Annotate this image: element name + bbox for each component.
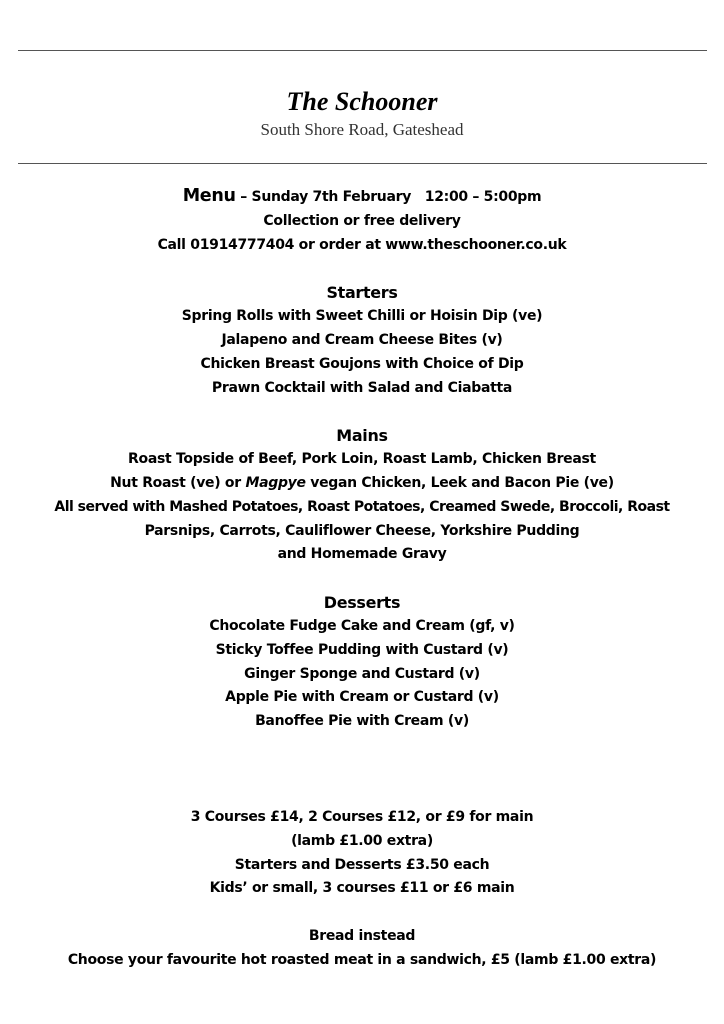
starters-heading: Starters bbox=[326, 283, 398, 303]
price-line: (lamb £1.00 extra) bbox=[291, 832, 433, 849]
dessert-item: Chocolate Fudge Cake and Cream (gf, v) bbox=[209, 617, 515, 634]
top-divider bbox=[18, 50, 707, 51]
starter-item: Spring Rolls with Sweet Chilli or Hoisin Dip (ve) bbox=[181, 308, 543, 325]
main-item-text: vegan Chicken, Leek and Bacon Pie (ve) bbox=[305, 474, 614, 491]
starter-item: Prawn Cocktail with Salad and Ciabatta bbox=[211, 379, 513, 396]
mains-sides-text: All served with Mashed Potatoes, Roast Potatoes, Creamed Swede, Broccoli, Roast bbox=[54, 498, 670, 515]
mains-sides-text: Parsnips, Carrots, Cauliflower Cheese, Yorkshire Pudding bbox=[144, 522, 580, 539]
collection-line: Collection or free delivery bbox=[263, 212, 461, 229]
bread-line: Choose your favourite hot roasted meat in a sandwich, £5 (lamb £1.00 extra) bbox=[67, 951, 657, 968]
desserts-heading: Desserts bbox=[323, 593, 401, 613]
price-line: Kids’ or small, 3 courses £11 or £6 main bbox=[209, 880, 515, 897]
mains-sides-text: and Homemade Gravy bbox=[277, 546, 447, 563]
main-item bbox=[0, 472, 724, 496]
starter-item: Jalapeno and Cream Cheese Bites (v) bbox=[221, 331, 503, 348]
main-item-text: Nut Roast (ve) or bbox=[110, 474, 246, 491]
price-line: Starters and Desserts £3.50 each bbox=[234, 856, 490, 873]
menu-label: Menu bbox=[182, 186, 236, 206]
menu-date-line bbox=[0, 185, 724, 210]
header-divider bbox=[18, 163, 707, 164]
dessert-item: Apple Pie with Cream or Custard (v) bbox=[225, 689, 499, 706]
venue-address: South Shore Road, Gateshead bbox=[260, 120, 464, 139]
bread-heading: Bread instead bbox=[308, 928, 416, 945]
contact-line: Call 01914777404 or order at www.theschooner.co.uk bbox=[157, 236, 567, 253]
venue-name: The Schooner bbox=[286, 87, 438, 116]
dessert-item: Sticky Toffee Pudding with Custard (v) bbox=[215, 641, 509, 658]
starter-item: Chicken Breast Goujons with Choice of Dip bbox=[200, 355, 524, 372]
menu-content bbox=[0, 185, 724, 973]
dessert-item: Banoffee Pie with Cream (v) bbox=[255, 713, 469, 730]
magpye-brand: Magpye bbox=[245, 474, 306, 491]
menu-date-time: – Sunday 7th February 12:00 – 5:00pm bbox=[235, 189, 542, 205]
dessert-item: Ginger Sponge and Custard (v) bbox=[244, 665, 480, 682]
main-item: Roast Topside of Beef, Pork Loin, Roast Lamb, Chicken Breast bbox=[128, 451, 596, 468]
price-line: 3 Courses £14, 2 Courses £12, or £9 for main bbox=[190, 808, 534, 825]
mains-heading: Mains bbox=[336, 426, 388, 446]
